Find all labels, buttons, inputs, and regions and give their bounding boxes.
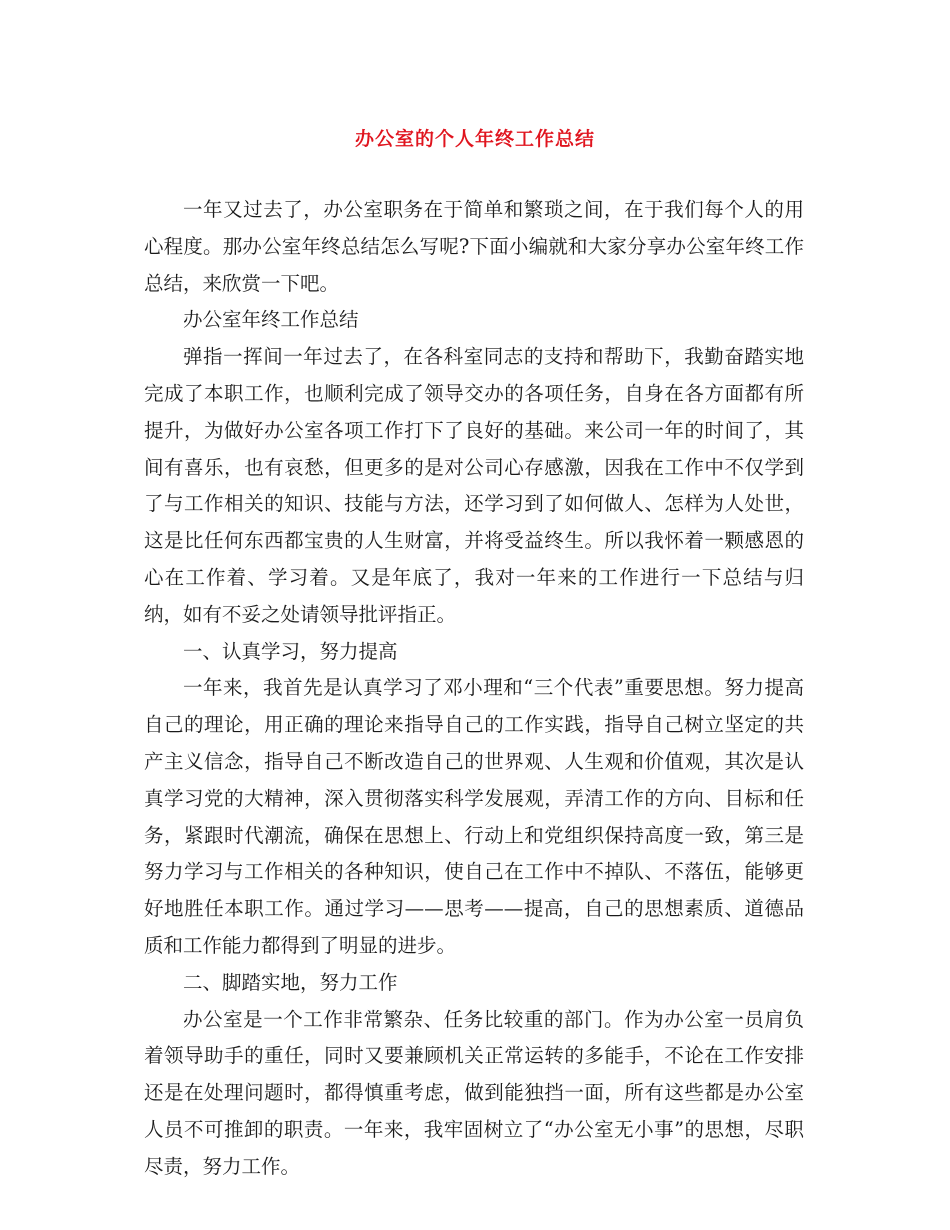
body-paragraph: 弹指一挥间一年过去了，在各科室同志的支持和帮助下，我勤奋踏实地完成了本职工作，也顺利完成了领导交办的各项任务，自身在各方面都有所提升，为做好办公室各项工作打下了良好的基础。来公司一年的时间了，其间有喜乐，也有哀愁，但更多的是对公司心存感激，因我在工作中不仅学到了与工作相关的知识、技能与方法，还学习到了如何做人、怎样为人处世，这是比任何东西都宝贵的人生财富，并将受益终生。所以我怀着一颗感恩的心在工作着、学习着。又是年底了，我对一年来的工作进行一下总结与归纳，如有不妥之处请领导批评指正。 [144,345,804,626]
section-heading-study: 一、认真学习，努力提高 [183,639,398,663]
document-title: 办公室的个人年终工作总结 [354,128,595,150]
intro-paragraph: 一年又过去了，办公室职务在于简单和繁琐之间，在于我们每个人的用心程度。那办公室年终总结怎么写呢?下面小编就和大家分享办公室年终工作总结，来欣赏一下吧。 [144,198,804,295]
body-paragraph: 一年来，我首先是认真学习了邓小理和“三个代表”重要思想。努力提高自己的理论，用正确的理论来指导自己的工作实践，指导自己树立坚定的共产主义信念，指导自己不断改造自己的世界观、人生观和价值观，其次是认真学习党的大精神，深入贯彻落实科学发展观，弄清工作的方向、目标和任务，紧跟时代潮流，确保在思想上、行动上和党组织保持高度一致，第三是努力学习与工作相关的各种知识，使自己在工作中不掉队、不落伍，能够更好地胜任本职工作。通过学习——思考——提高，自己的思想素质、道德品质和工作能力都得到了明显的进步。 [144,676,804,957]
section-heading-summary: 办公室年终工作总结 [183,308,359,332]
section-heading-work: 二、脚踏实地，努力工作 [183,970,398,994]
body-paragraph: 办公室是一个工作非常繁杂、任务比较重的部门。作为办公室一员肩负着领导助手的重任，同时又要兼顾机关正常运转的多能手，不论在工作安排还是在处理问题时，都得慎重考虑，做到能独挡一面，所有这些都是办公室人员不可推卸的职责。一年来，我牢固树立了“办公室无小事”的思想，尽职尽责，努力工作。 [144,1007,804,1178]
document-body [144,192,804,1186]
